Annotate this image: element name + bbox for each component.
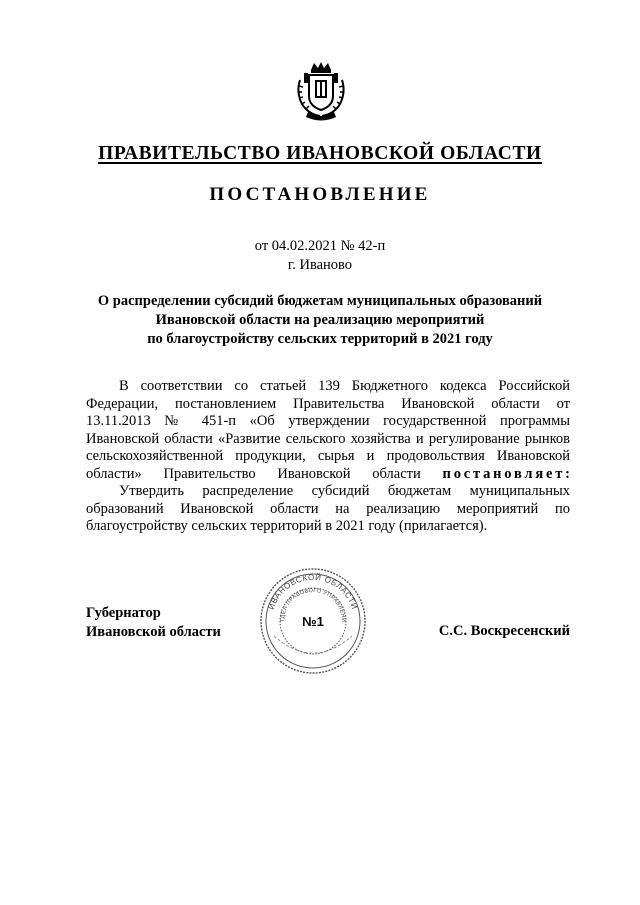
document-type-title: ПОСТАНОВЛЕНИЕ — [209, 184, 431, 205]
body-paragraph: Утвердить распределение субсидий бюджетам муниципальных образований Ивановской области на реализацию мероприятий по благоустройству сельских территорий в 2021 году (прилагается). — [86, 483, 570, 534]
document-body — [86, 378, 570, 536]
document-date-number: от 04.02.2021 № 42-п — [254, 238, 386, 254]
resolves-colon: : — [565, 465, 571, 482]
official-stamp — [258, 566, 368, 676]
document-subject — [60, 292, 580, 349]
position-line: Ивановской области — [86, 624, 221, 640]
stamp-outer-text: ИВАНОВСКОЙ ОБЛАСТИ — [266, 572, 360, 611]
preamble-text: В соответствии со статьей 139 Бюджетного кодекса Российской Федерации, постановлением Правительства Ивановской области от 13.11.2013 № 451-п «Об утверждении государственной программы Ивановской области «Развитие сельского хозяйства и регулирование рынков сельскохозяйственной продукции, сырья и продовольствия Ивановской области» Правительство Ивановской области — [86, 378, 570, 482]
subject-line: по благоустройству сельских территорий в 2021 году — [147, 331, 493, 347]
subject-line: Ивановской области на реализацию мероприятий — [155, 312, 485, 328]
organization-title: ПРАВИТЕЛЬСТВО ИВАНОВСКОЙ ОБЛАСТИ — [98, 143, 542, 164]
signatory-position — [86, 604, 221, 642]
coat-of-arms-emblem — [294, 60, 348, 122]
position-line: Губернатор — [86, 605, 161, 621]
document-city: г. Иваново — [287, 257, 353, 273]
body-paragraph — [86, 378, 570, 483]
resolves-word: постановляет — [442, 465, 566, 482]
stamp-inner-text: ТДЕЛ ПРАВОВОГО УПРАВЛЕНИ — [279, 587, 347, 623]
stamp-number: №1 — [302, 614, 324, 629]
signatory-name: С.С. Воскресенский — [438, 623, 570, 639]
subject-line: О распределении субсидий бюджетам муниципальных образований — [97, 293, 543, 309]
